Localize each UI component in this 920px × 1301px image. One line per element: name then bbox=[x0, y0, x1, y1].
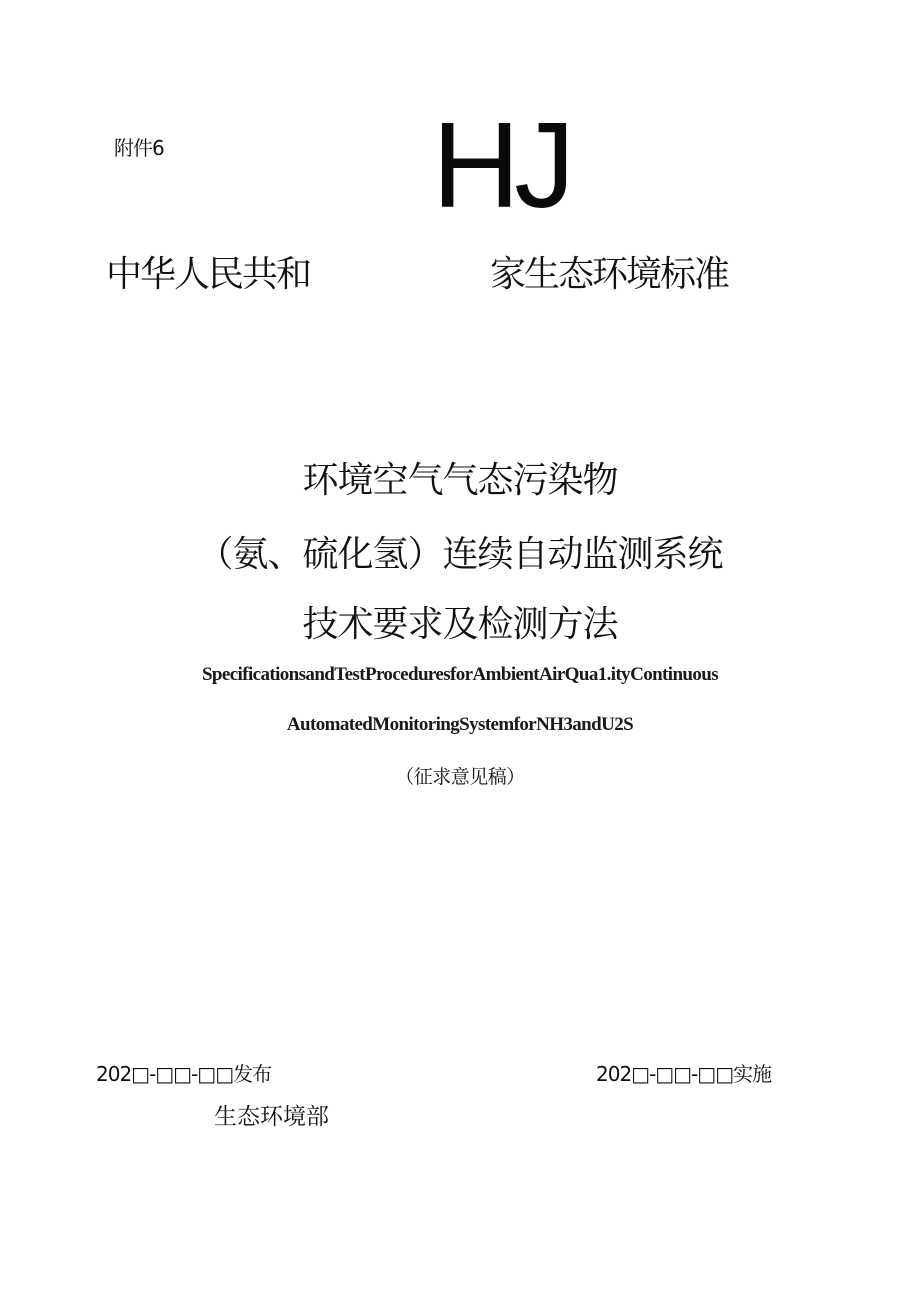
english-title-line-2: AutomatedMonitoringSystemforNH3andU2S bbox=[286, 714, 634, 735]
standard-type-left: 中华人民共和 bbox=[106, 254, 311, 295]
draft-status: （征求意见稿） bbox=[395, 766, 525, 788]
english-title-line-1: SpecificationsandTestProceduresforAmbientAirQua1.ityContinuous bbox=[201, 664, 719, 685]
title-line-1: 环境空气气态污染物 bbox=[302, 460, 618, 501]
attachment-label: 附件6 bbox=[114, 136, 164, 160]
hj-logo: HJ bbox=[432, 97, 570, 233]
issue-date: 202□-□□-□□发布 bbox=[96, 1062, 272, 1086]
issuer-name: 生态环境部 bbox=[214, 1104, 329, 1130]
implementation-date: 202□-□□-□□实施 bbox=[596, 1062, 772, 1086]
title-line-3: 技术要求及检测方法 bbox=[302, 604, 618, 645]
title-line-2: （氨、硫化氢）连续自动监测系统 bbox=[197, 534, 723, 575]
standard-type-right: 家生态环境标准 bbox=[490, 254, 729, 295]
